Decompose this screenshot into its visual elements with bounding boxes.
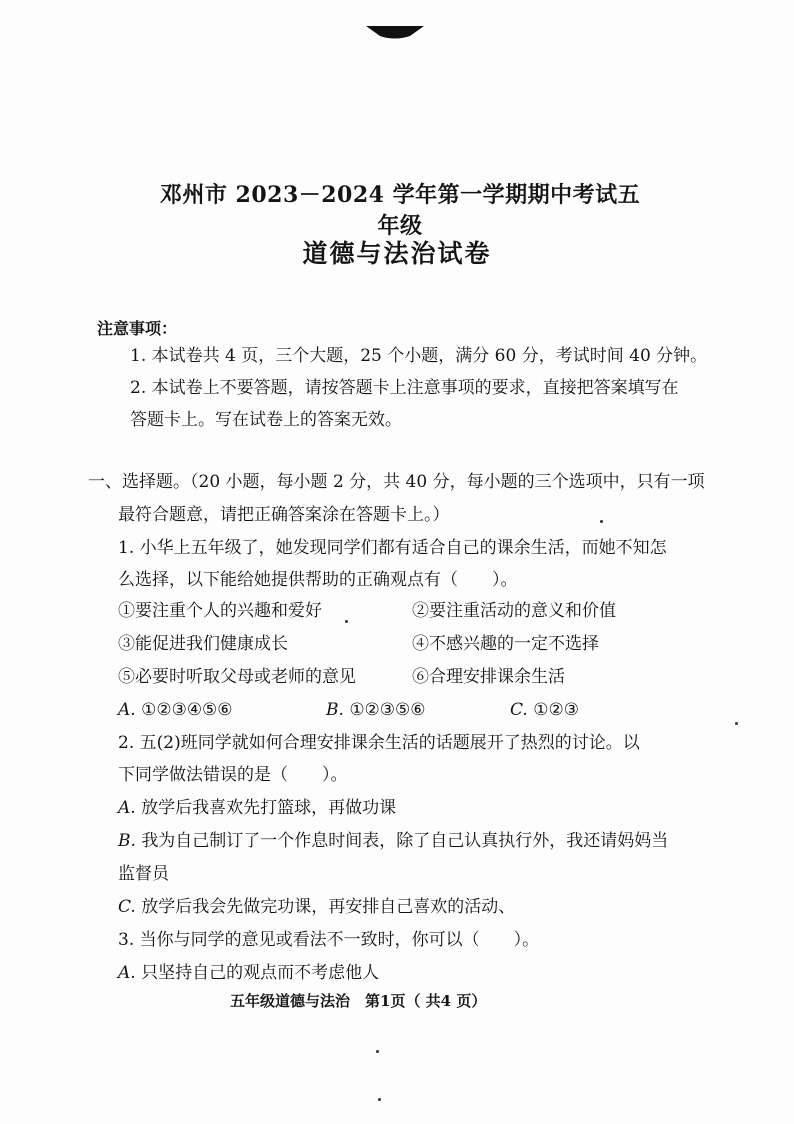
q2-choice-a-letter: A.: [118, 798, 136, 818]
q1-choice-c-letter: C.: [510, 700, 528, 720]
q2-choice-c: [118, 896, 515, 918]
section1-heading-line1: 一、选择题。（20 小题，每小题 2 分，共 40 分，每小题的三个选项中，只有一项: [88, 472, 705, 492]
q2-choice-b-text: 我为自己制订了一个作息时间表，除了自己认真执行外，我还请妈妈当: [141, 831, 669, 851]
q2-choice-b-line1: [118, 830, 668, 852]
q2-choice-a: [118, 797, 396, 819]
section1-heading-line2: 最符合题意，请把正确答案涂在答题卡上。）: [118, 505, 450, 525]
q1-stem-line1: 1. 小华上五年级了，她发现同学们都有适合自己的课余生活，而她不知怎: [118, 538, 667, 558]
q1-stem-line2: 么选择，以下能给她提供帮助的正确观点有（ ）。: [118, 570, 518, 590]
q1-choice-a: [118, 699, 233, 721]
notes-item-2-line2: 答题卡上。写在试卷上的答案无效。: [130, 410, 402, 430]
notes-heading: 注意事项：: [97, 319, 178, 338]
scan-speck: [378, 1098, 381, 1101]
scan-speck: [376, 1050, 379, 1053]
q1-choice-b-letter: B.: [326, 700, 344, 720]
q1-choice-c-text: ①②③: [533, 700, 579, 720]
q1-choice-a-text: ①②③④⑤⑥: [141, 700, 233, 720]
q1-choice-a-letter: A.: [118, 700, 136, 720]
scan-speck: [345, 620, 348, 623]
q1-statement-4: ④不感兴趣的一定不选择: [412, 634, 599, 654]
q2-choice-b-letter: B.: [118, 831, 136, 851]
page-footer: 五年级道德与法治 第1页（ 共4 页）: [230, 992, 487, 1010]
scan-speck: [735, 722, 738, 725]
q3-stem: 3. 当你与同学的意见或看法不一致时，你可以（ ）。: [118, 930, 540, 950]
q1-statement-2: ②要注重活动的意义和价值: [412, 601, 616, 621]
q3-choice-a-text: 只坚持自己的观点而不考虑他人: [141, 963, 380, 983]
q3-choice-a-letter: A.: [118, 963, 136, 983]
q1-statement-6: ⑥合理安排课余生活: [412, 667, 565, 687]
q2-choice-a-text: 放学后我喜欢先打篮球，再做功课: [141, 798, 397, 818]
binding-mark: [366, 24, 424, 40]
q3-choice-a: [118, 962, 379, 984]
q1-choice-b-text: ①②③⑤⑥: [349, 700, 426, 720]
exam-title-line2: 道德与法治试卷: [302, 239, 492, 268]
q2-choice-b-line2: 监督员: [118, 864, 169, 884]
q1-statement-1: ①要注重个人的兴趣和爱好: [118, 601, 322, 621]
exam-title-line1: 邓州市 2023－2024 学年第一学期期中考试五年级: [159, 182, 641, 239]
notes-item-2-line1: 2. 本试卷上不要答题，请按答题卡上注意事项的要求，直接把答案填写在: [130, 378, 679, 398]
notes-item-1: 1. 本试卷共 4 页，三个大题，25 个小题，满分 60 分，考试时间 40 分钟。: [130, 346, 708, 366]
q2-choice-c-letter: C.: [118, 897, 136, 917]
q1-statement-3: ③能促进我们健康成长: [118, 634, 288, 654]
q2-stem-line2: 下同学做法错误的是（ ）。: [118, 765, 348, 785]
q2-stem-line1: 2. 五(2)班同学就如何合理安排课余生活的话题展开了热烈的讨论。以: [118, 733, 640, 753]
q1-choice-c: [510, 699, 579, 721]
q1-statement-5: ⑤必要时听取父母或老师的意见: [118, 667, 356, 687]
q1-choice-b: [326, 699, 426, 721]
q2-choice-c-text: 放学后我会先做完功课，再安排自己喜欢的活动、: [141, 897, 516, 917]
scan-speck: [600, 520, 603, 523]
